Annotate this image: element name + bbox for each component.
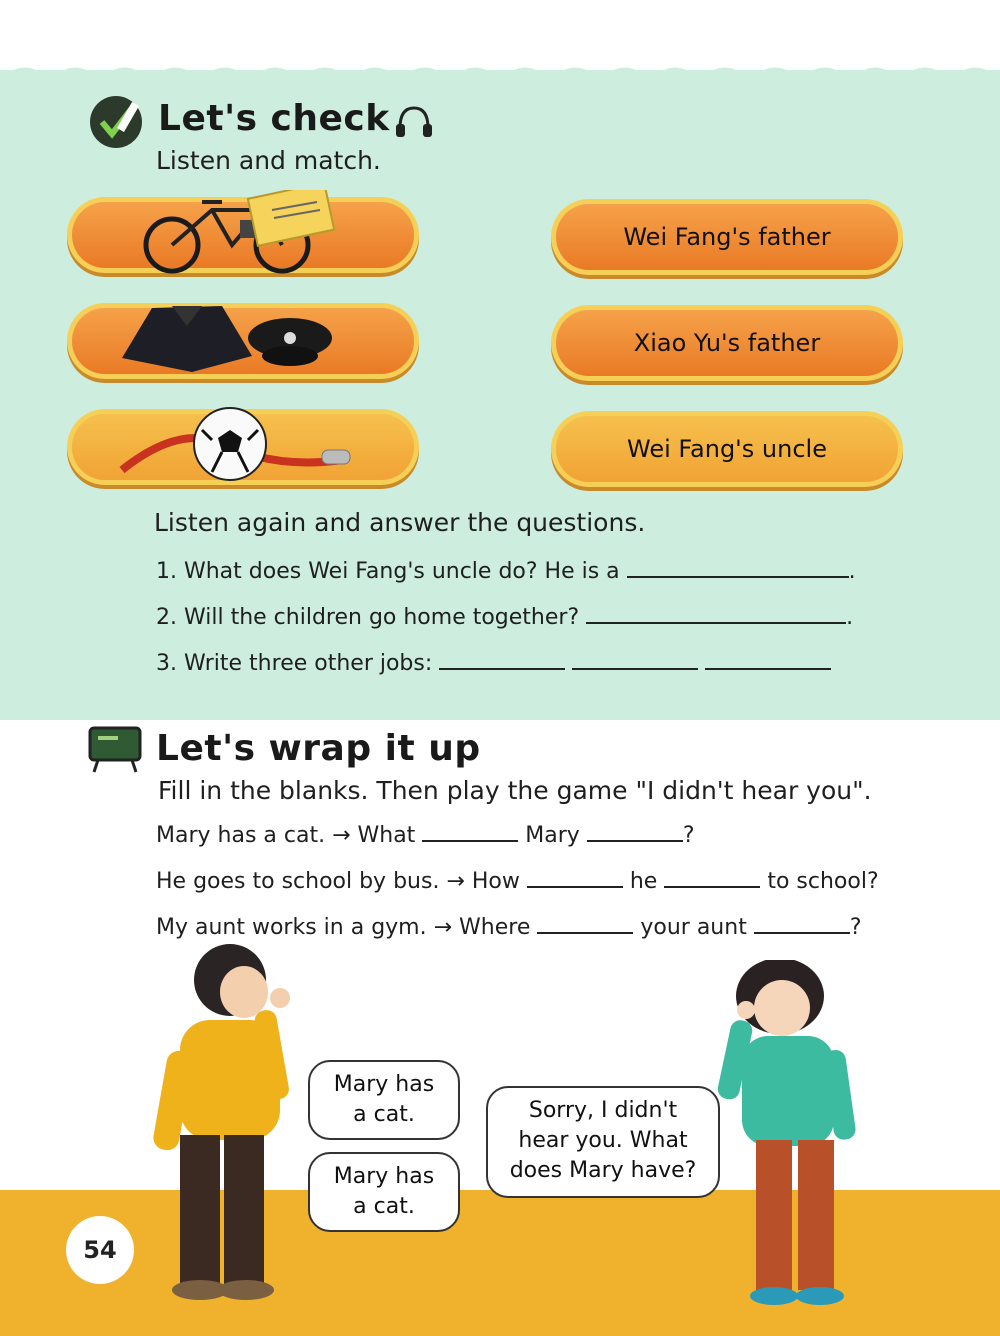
fill-line-1-part-a: Mary has a cat. → What bbox=[156, 823, 416, 848]
football-whistle-icon bbox=[112, 400, 372, 490]
again-instruction: Listen again and answer the questions. bbox=[154, 508, 646, 537]
check-title: Let's check bbox=[158, 98, 390, 139]
question-2-blank[interactable] bbox=[586, 602, 846, 624]
fill-line-2-part-a: He goes to school by bus. → How bbox=[156, 869, 520, 894]
boy-bubble-1-line-1: Mary has bbox=[333, 1072, 435, 1097]
fill-line-3-blank-1[interactable] bbox=[537, 912, 633, 934]
wave-top-border bbox=[0, 40, 1000, 100]
girl-bubble-line-1: Sorry, I didn't bbox=[528, 1098, 678, 1123]
headphones-icon bbox=[392, 102, 434, 142]
boy-bubble-1-line-2: a cat. bbox=[353, 1102, 415, 1127]
question-1 bbox=[156, 556, 856, 584]
girl-speech-bubble bbox=[486, 1086, 720, 1198]
girl-bubble-line-2: hear you. What bbox=[518, 1128, 688, 1153]
question-3-blank-3[interactable] bbox=[705, 648, 831, 670]
girl-bubble-line-3: does Mary have? bbox=[509, 1158, 697, 1183]
match-left-item-2[interactable] bbox=[72, 308, 414, 374]
check-instruction: Listen and match. bbox=[156, 146, 381, 175]
question-3-blank-1[interactable] bbox=[439, 648, 565, 670]
bicycle-letter-icon bbox=[142, 190, 342, 276]
fill-line-3-part-a: My aunt works in a gym. → Where bbox=[156, 915, 531, 940]
boy-bubble-2-line-1: Mary has bbox=[333, 1164, 435, 1189]
question-1-end: . bbox=[848, 559, 856, 584]
fill-line-2-part-c: to school? bbox=[767, 869, 879, 894]
wrap-instruction: Fill in the blanks. Then play the game "I didn't hear you". bbox=[158, 776, 872, 805]
boy-illustration bbox=[140, 940, 310, 1310]
question-3-text: 3. Write three other jobs: bbox=[156, 651, 433, 676]
fill-line-3-part-b: your aunt bbox=[640, 915, 747, 940]
match-right-label-3: Wei Fang's uncle bbox=[627, 435, 827, 463]
fill-line-3-blank-2[interactable] bbox=[754, 912, 850, 934]
boy-speech-bubble-1 bbox=[308, 1060, 460, 1140]
match-left-item-3[interactable] bbox=[72, 414, 414, 480]
fill-line-2 bbox=[156, 866, 879, 894]
match-left-item-1[interactable] bbox=[72, 202, 414, 268]
match-right-item-1[interactable] bbox=[556, 204, 898, 270]
police-uniform-cap-icon bbox=[112, 298, 352, 378]
fill-line-1 bbox=[156, 820, 695, 848]
wrap-title: Let's wrap it up bbox=[156, 728, 481, 769]
question-1-text: 1. What does Wei Fang's uncle do? He is a bbox=[156, 559, 620, 584]
fill-line-3 bbox=[156, 912, 862, 940]
fill-line-1-blank-2[interactable] bbox=[587, 820, 683, 842]
question-2 bbox=[156, 602, 853, 630]
check-pencil-icon bbox=[88, 94, 144, 150]
boy-speech-bubble-2 bbox=[308, 1152, 460, 1232]
wave-bottom-border bbox=[0, 690, 1000, 730]
match-right-label-2: Xiao Yu's father bbox=[633, 329, 821, 357]
fill-line-3-part-c: ? bbox=[849, 915, 862, 940]
match-right-item-3[interactable] bbox=[556, 416, 898, 482]
question-3 bbox=[156, 648, 831, 676]
page-number: 54 bbox=[66, 1216, 134, 1284]
chalkboard-icon bbox=[86, 724, 144, 774]
question-3-blank-2[interactable] bbox=[572, 648, 698, 670]
match-right-item-2[interactable] bbox=[556, 310, 898, 376]
match-right-label-1: Wei Fang's father bbox=[623, 223, 831, 251]
question-1-blank[interactable] bbox=[627, 556, 849, 578]
fill-line-2-part-b: he bbox=[629, 869, 658, 894]
boy-bubble-2-line-2: a cat. bbox=[353, 1194, 415, 1219]
question-2-end: . bbox=[846, 605, 854, 630]
fill-line-1-blank-1[interactable] bbox=[422, 820, 518, 842]
fill-line-2-blank-2[interactable] bbox=[664, 866, 760, 888]
fill-line-2-blank-1[interactable] bbox=[527, 866, 623, 888]
question-2-text: 2. Will the children go home together? bbox=[156, 605, 580, 630]
fill-line-1-part-c: ? bbox=[682, 823, 695, 848]
girl-illustration bbox=[716, 960, 886, 1310]
fill-line-1-part-b: Mary bbox=[525, 823, 580, 848]
